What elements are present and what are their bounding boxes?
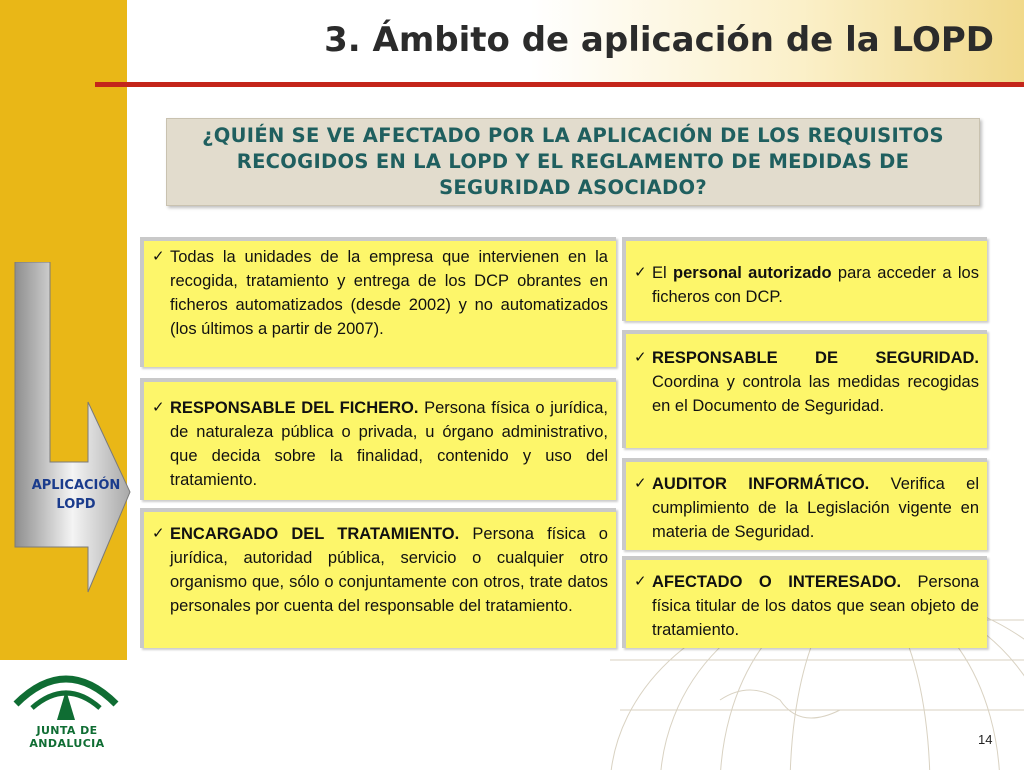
card-afectado-interesado [622,556,987,648]
junta-andalucia-logo-icon [10,664,122,724]
card-text: Persona física o jurídica, autoridad pública, servicio o cualquier otro organismo que, sólo o conjuntamente con otros, trate datos personales por cuenta del responsable del tratamiento. [170,525,608,615]
card-unidades-empresa [140,237,616,367]
arrow-graphic [10,262,135,597]
card-encargado-tratamiento [140,508,616,648]
card-text: para acceder a los ficheros con DCP. [652,264,979,306]
card-personal-autorizado [622,237,987,321]
card-responsable-fichero [140,378,616,500]
arrow-label [10,476,142,514]
title-bar [127,0,1024,85]
card-heading: personal autorizado [673,264,832,282]
card-heading: AFECTADO O INTERESADO. [652,573,902,591]
check-icon: ✓ [152,248,165,265]
arrow-label-line1: APLICACIÓN [31,478,121,493]
card-text: Persona física titular de los datos que sean objeto de tratamiento. [652,573,980,639]
card-heading: RESPONSABLE DE SEGURIDAD. [652,349,979,367]
card-text: Verifica el cumplimiento de la Legislación vigente en materia de Seguridad. [652,475,979,541]
slide-title: 3. Ámbito de aplicación de la LOPD [324,20,994,60]
logo-text: JUNTA DE ANDALUCIA [29,724,105,750]
card-text: Coordina y controla las medidas recogidas en el Documento de Seguridad. [652,373,979,415]
card-text: Todas la unidades de la empresa que intervienen en la recogida, tratamiento y entrega de los DCP obrantes en ficheros automatizados (desde 2002) y no automatizados (los últimos a partir de 2007). [170,248,608,338]
card-pre-text: El [652,264,674,282]
check-icon: ✓ [634,349,647,366]
card-heading: RESPONSABLE DEL FICHERO. [170,399,419,417]
question-banner: ¿QUIÉN SE VE AFECTADO POR LA APLICACIÓN DE LOS REQUISITOS RECOGIDOS EN LA LOPD Y EL REGLAMENTO DE MEDIDAS DE SEGURIDAD ASOCIADO? [166,118,980,206]
card-responsable-seguridad [622,330,987,448]
arrow-label-line2: LOPD [56,497,96,512]
page-number: 14 [978,732,993,747]
title-underline [95,82,1024,87]
check-icon: ✓ [634,573,647,590]
check-icon: ✓ [152,399,165,416]
card-auditor-informatico [622,458,987,550]
card-text: Persona física o jurídica, de naturaleza pública o privada, u órgano administrativo, que decida sobre la finalidad, contenido y uso del tratamiento. [170,399,608,489]
card-heading: AUDITOR INFORMÁTICO. [652,475,870,493]
check-icon: ✓ [634,264,647,281]
check-icon: ✓ [152,525,165,542]
card-heading: ENCARGADO DEL TRATAMIENTO. [170,525,460,543]
check-icon: ✓ [634,475,647,492]
